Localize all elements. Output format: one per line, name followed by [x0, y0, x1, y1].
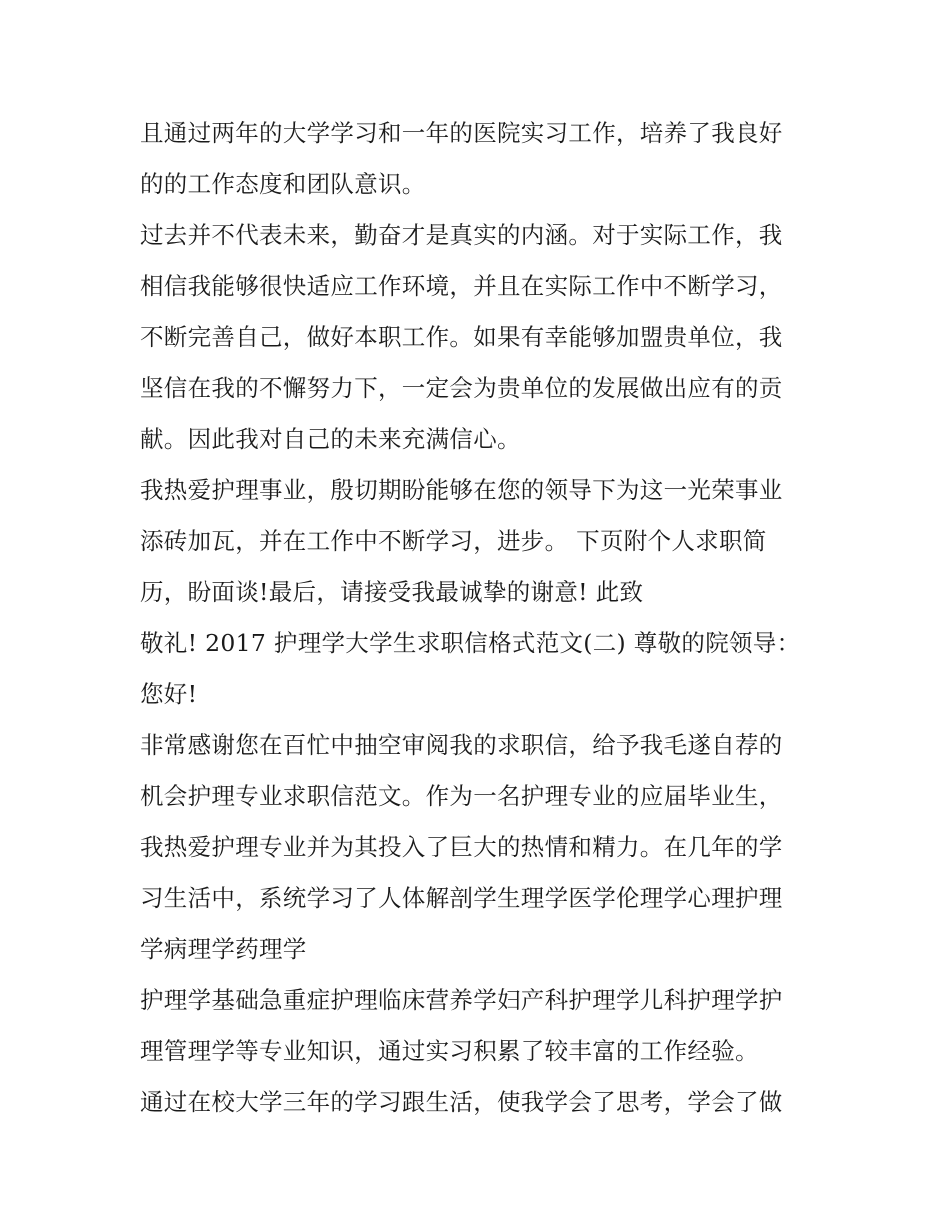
text-line: 过去并不代表未来，勤奋才是真实的内涵。对于实际工作，我: [140, 221, 783, 249]
text-line: 相信我能够很快适应工作环境，并且在实际工作中不断学习，: [140, 272, 783, 300]
text-line: 历，盼面谈!最后，请接受我最诚挚的谢意! 此致: [140, 578, 644, 606]
text-line: 我热爱护理专业并为其投入了巨大的热情和精力。在几年的学: [140, 833, 783, 861]
text-line: 不断完善自己，做好本职工作。如果有幸能够加盟贵单位，我: [140, 323, 783, 351]
text-line: 献。因此我对自己的未来充满信心。: [140, 425, 521, 453]
text-line: 习生活中，系统学习了人体解剖学生理学医学伦理学心理护理: [140, 884, 783, 912]
text-line: 的的工作态度和团队意识。: [140, 170, 426, 198]
text-line: 添砖加瓦，并在工作中不断学习，进步。 下页附个人求职简: [140, 527, 767, 555]
text-line: 通过在校大学三年的学习跟生活，使我学会了思考，学会了做: [140, 1088, 783, 1116]
text-line: 坚信在我的不懈努力下，一定会为贵单位的发展做出应有的贡: [140, 374, 783, 402]
text-line: 护理学基础急重症护理临床营养学妇产科护理学儿科护理学护: [140, 986, 783, 1014]
text-line: 您好!: [140, 680, 198, 708]
text-line: 机会护理专业求职信范文。作为一名护理专业的应届毕业生，: [140, 782, 783, 810]
text-line: 我热爱护理事业，殷切期盼能够在您的领导下为这一光荣事业: [140, 476, 783, 504]
document-body: [140, 108, 820, 1128]
text-line: 理管理学等专业知识，通过实习积累了较丰富的工作经验。: [140, 1037, 759, 1065]
text-line: 敬礼! 2017 护理学大学生求职信格式范文(二) 尊敬的院领导：: [140, 629, 801, 657]
text-line: 学病理学药理学: [140, 935, 307, 963]
text-line: 非常感谢您在百忙中抽空审阅我的求职信，给予我毛遂自荐的: [140, 731, 783, 759]
text-line: 且通过两年的大学学习和一年的医院实习工作，培养了我良好: [140, 119, 783, 147]
